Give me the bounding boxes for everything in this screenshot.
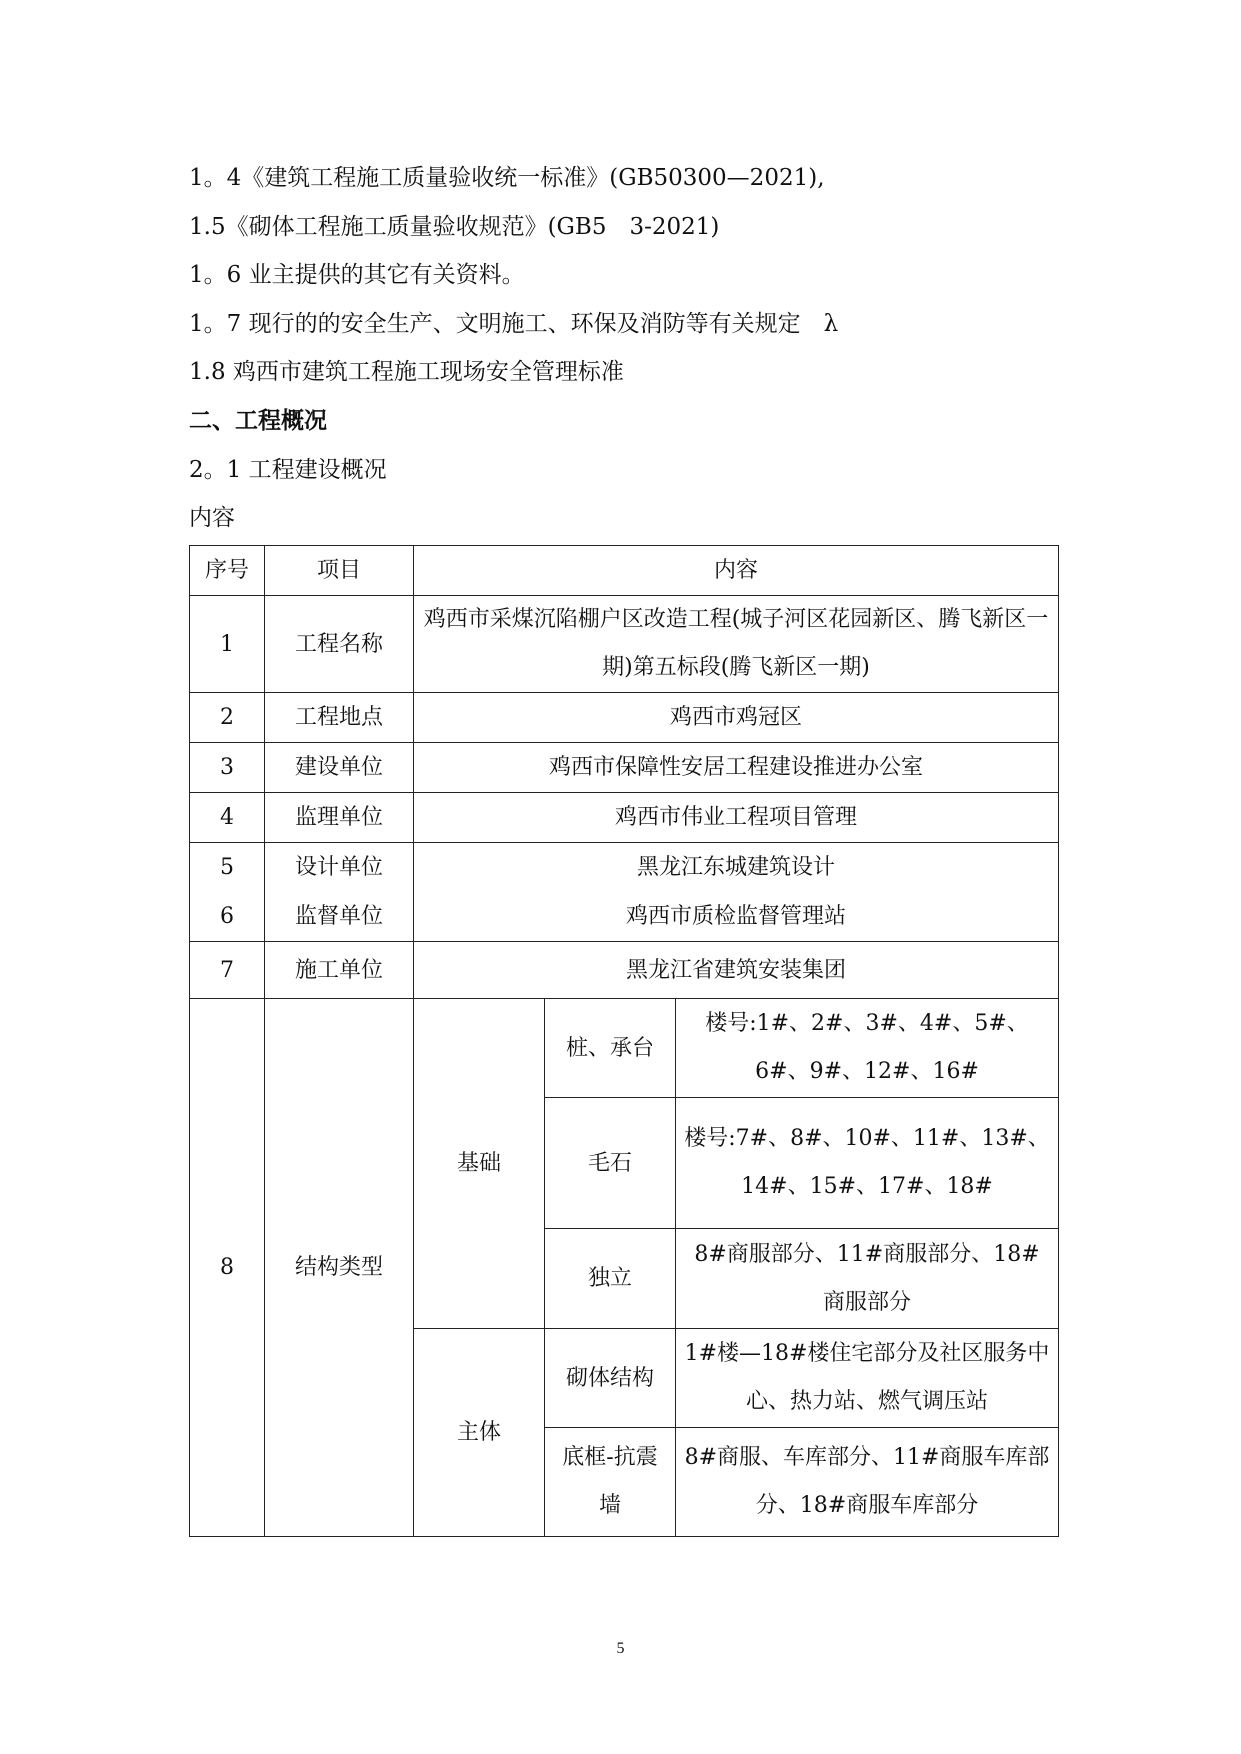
row-item: 设计单位	[294, 855, 383, 880]
row-content: 黑龙江东城建筑设计	[637, 855, 836, 880]
section-heading: 二、工程概况	[189, 408, 327, 434]
row-content: 鸡西市保障性安居工程建设推进办公室	[414, 743, 1059, 793]
table-caption: 内容	[189, 505, 235, 531]
row-content-combined	[414, 843, 1059, 942]
structure-type: 桩、承台	[545, 999, 676, 1098]
line-1-4: 1。4《建筑工程施工质量验收统一标准》(GB50300—2021),	[189, 165, 825, 191]
table-row	[190, 793, 1059, 843]
row-content: 鸡西市鸡冠区	[414, 693, 1059, 743]
row-no: 5	[220, 855, 234, 880]
structure-desc: 楼号:7#、8#、10#、11#、13#、14#、15#、17#、18#	[676, 1098, 1059, 1229]
structure-desc: 8#商服部分、11#商服部分、18#商服部分	[676, 1229, 1059, 1329]
structure-no: 8	[190, 999, 265, 1537]
structure-row	[190, 999, 1059, 1098]
table-row	[190, 743, 1059, 793]
structure-type: 独立	[545, 1229, 676, 1329]
table-row	[190, 693, 1059, 743]
row-no-combined	[190, 843, 265, 942]
page-number: 5	[616, 1640, 625, 1657]
row-no: 6	[220, 904, 234, 929]
structure-desc: 楼号:1#、2#、3#、4#、5#、6#、9#、12#、16#	[676, 999, 1059, 1098]
header-no: 序号	[190, 546, 265, 596]
row-content: 鸡西市采煤沉陷棚户区改造工程(城子河区花园新区、腾飞新区一期)第五标段(腾飞新区一期)	[414, 596, 1059, 693]
row-item: 监督单位	[294, 904, 383, 929]
foundation-label: 基础	[414, 999, 545, 1329]
row-content: 鸡西市伟业工程项目管理	[414, 793, 1059, 843]
table-row	[190, 942, 1059, 999]
row-item: 工程地点	[265, 693, 414, 743]
row-content: 鸡西市质检监督管理站	[626, 904, 847, 929]
row-no: 2	[190, 693, 265, 743]
row-content: 黑龙江省建筑安装集团	[414, 942, 1059, 999]
row-no: 4	[190, 793, 265, 843]
structure-type: 砌体结构	[545, 1329, 676, 1428]
row-item: 监理单位	[265, 793, 414, 843]
row-item: 建设单位	[265, 743, 414, 793]
table-row-combined	[190, 843, 1059, 942]
row-item: 施工单位	[265, 942, 414, 999]
line-1-6: 1。6 业主提供的其它有关资料。	[189, 262, 525, 288]
subsection-heading: 2。1 工程建设概况	[189, 457, 387, 483]
table-row	[190, 596, 1059, 693]
structure-type: 底框-抗震墙	[545, 1428, 676, 1537]
row-item-combined	[265, 843, 414, 942]
table-header-row	[190, 546, 1059, 596]
row-no: 3	[190, 743, 265, 793]
structure-type: 毛石	[545, 1098, 676, 1229]
structure-item: 结构类型	[265, 999, 414, 1537]
row-item: 工程名称	[265, 596, 414, 693]
structure-desc: 8#商服、车库部分、11#商服车库部分、18#商服车库部分	[676, 1428, 1059, 1537]
structure-desc: 1#楼—18#楼住宅部分及社区服务中心、热力站、燃气调压站	[676, 1329, 1059, 1428]
header-item: 项目	[265, 546, 414, 596]
row-no: 7	[190, 942, 265, 999]
project-overview-table	[189, 545, 1059, 1537]
main-label: 主体	[414, 1329, 545, 1537]
line-1-7: 1。7 现行的的安全生产、文明施工、环保及消防等有关规定 λ	[189, 311, 839, 337]
header-content: 内容	[414, 546, 1059, 596]
line-1-5: 1.5《砌体工程施工质量验收规范》(GB5 3-2021)	[189, 214, 720, 240]
line-1-8: 1.8 鸡西市建筑工程施工现场安全管理标准	[189, 359, 624, 385]
row-no: 1	[190, 596, 265, 693]
